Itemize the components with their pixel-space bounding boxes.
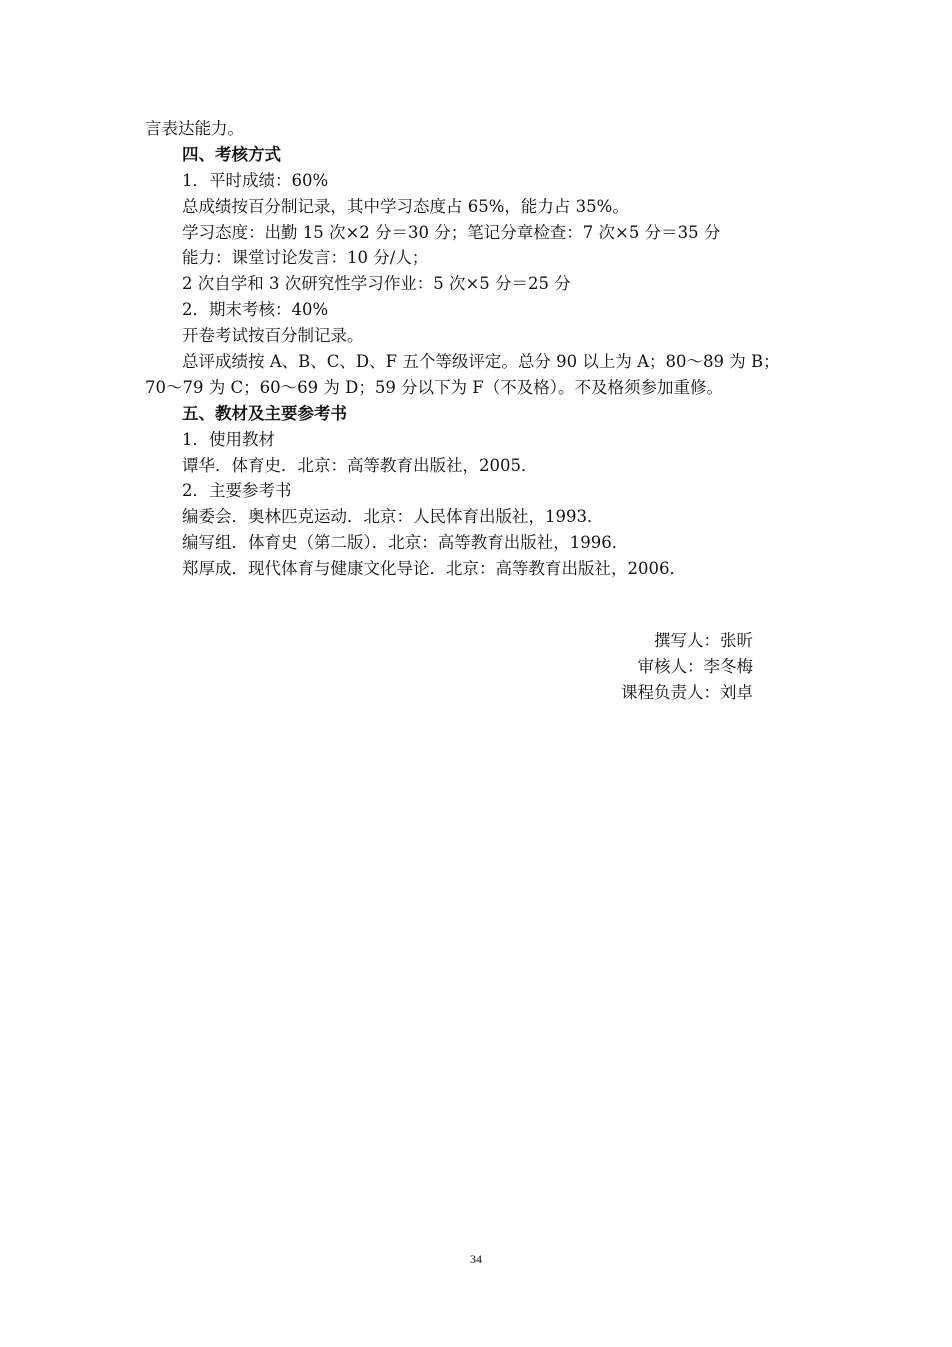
document-body	[145, 116, 815, 582]
grading-scale-text-line-1: 总评成绩按 A、B、C、D、F 五个等级评定。总分 90 以上为 A；80～89 为 B；	[182, 352, 780, 372]
textbook-reference: 谭华．体育史．北京：高等教育出版社，2005．	[182, 455, 538, 475]
subheading-final-exam: 2．期末考核：40%	[182, 300, 329, 320]
attitude-scoring-text: 学习态度：出勤 15 次×2 分＝30 分；笔记分章检查：7 次×5 分＝35 分	[182, 222, 721, 242]
open-book-exam-text: 开卷考试按百分制记录。	[182, 326, 364, 346]
subheading-regular-grade: 1．平时成绩：60%	[182, 170, 329, 190]
grade-composition-text: 总成绩按百分制记录，其中学习态度占 65%，能力占 35%。	[182, 196, 629, 216]
signature-block	[560, 628, 800, 706]
course-lead-signature: 课程负责人：刘卓	[621, 682, 753, 702]
reference-book-3: 郑厚成．现代体育与健康文化导论．北京：高等教育出版社，2006．	[182, 559, 686, 579]
reviewer-signature: 审核人：李冬梅	[637, 656, 753, 676]
grading-scale-text-line-2: 70～79 为 C；60～69 为 D；59 分以下为 F（不及格）。不及格须参加重修。	[145, 377, 723, 397]
section-heading-assessment: 四、考核方式	[182, 144, 281, 164]
page-number: 34	[470, 1252, 482, 1266]
reference-book-2: 编写组．体育史（第二版）．北京：高等教育出版社，1996．	[182, 533, 629, 553]
section-heading-textbooks: 五、教材及主要参考书	[182, 403, 347, 423]
subheading-textbook: 1．使用教材	[182, 429, 275, 449]
reference-book-1: 编委会．奥林匹克运动．北京：人民体育出版社，1993．	[182, 507, 604, 527]
subheading-reference-books: 2．主要参考书	[182, 481, 292, 501]
assignment-scoring-text: 2 次自学和 3 次研究性学习作业：5 次×5 分＝25 分	[182, 274, 571, 294]
continued-paragraph-line: 言表达能力。	[145, 119, 244, 138]
writer-signature: 撰写人：张昕	[654, 631, 753, 650]
ability-scoring-text: 能力：课堂讨论发言：10 分/人；	[182, 248, 429, 268]
